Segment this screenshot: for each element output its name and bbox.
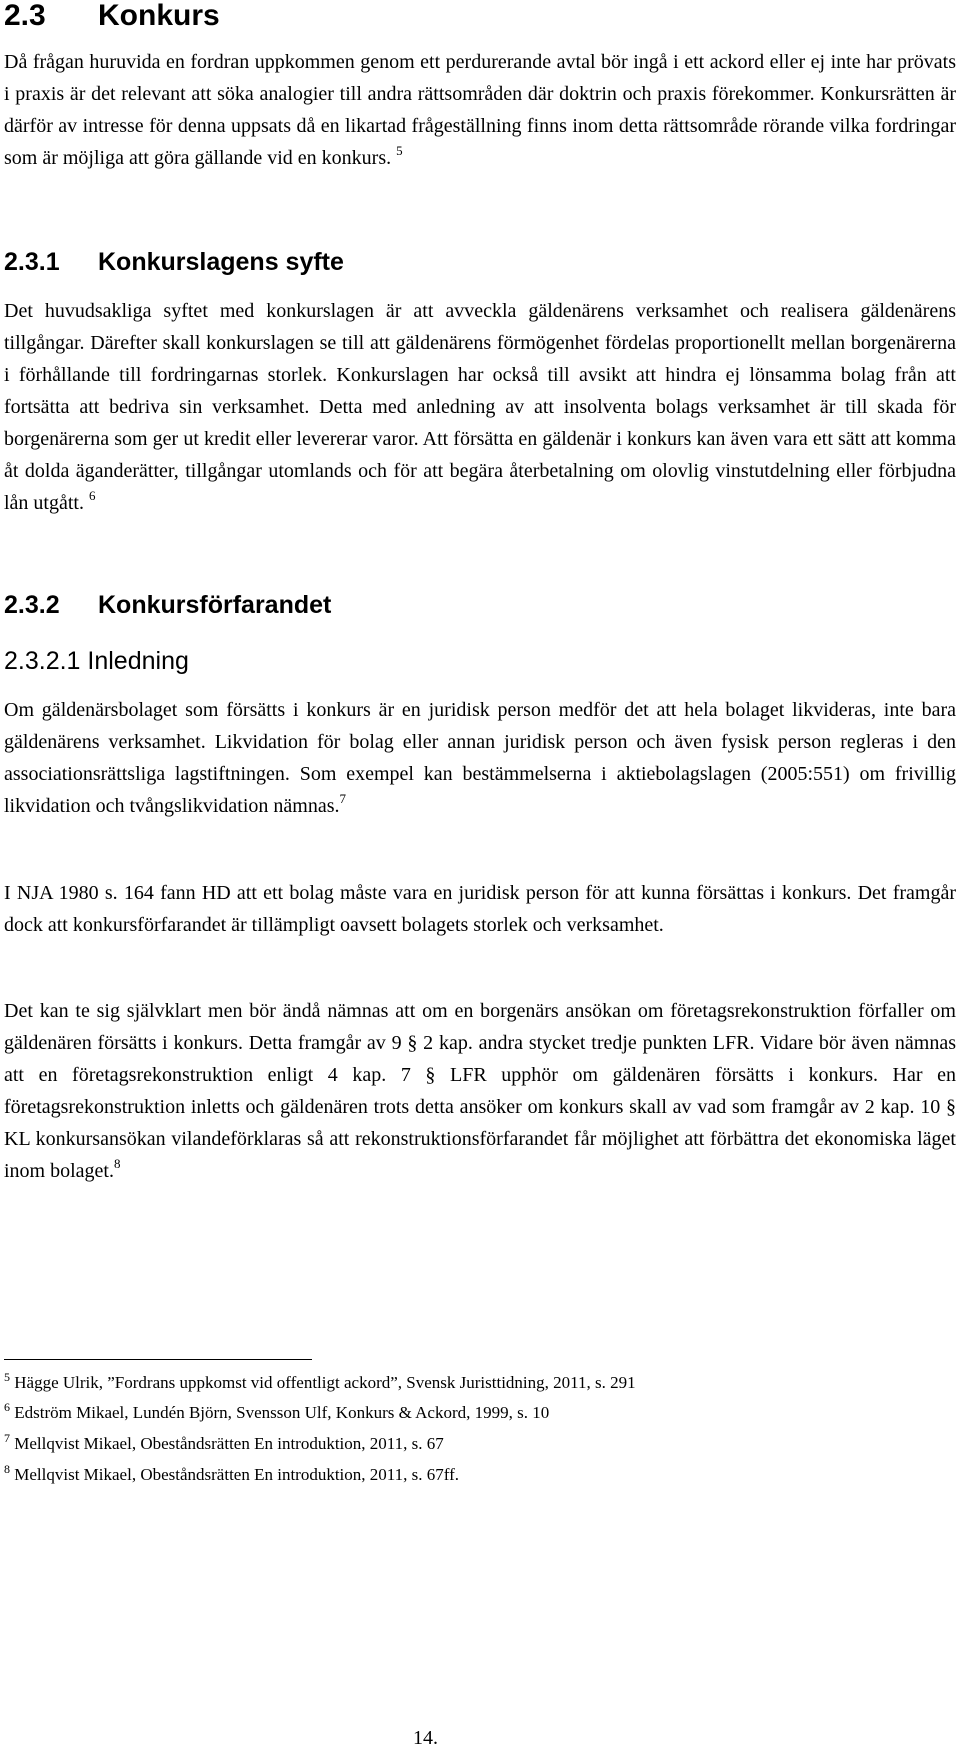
- paragraph-syfte: [4, 295, 956, 519]
- subsection-title: Konkursförfarandet: [98, 591, 332, 619]
- page-number: 14.: [413, 1727, 438, 1749]
- footnote-7: [4, 1431, 444, 1454]
- footnote-ref[interactable]: 8: [113, 1156, 121, 1171]
- paragraph-text: Då frågan huruvida en fordran uppkommen genom ett perdurerande avtal bör ingå i ett ackord eller ej inte har prövats i praxis är det relevant att söka analogier till andra rättsområden där doktrin och praxis förekommer. Konkursrätten är därför av intresse för denna uppsats då en likartad frågeställning finns inom detta rättsområde rörande vilka fordringar som är möjliga att göra gällande vid en konkurs.: [4, 51, 956, 169]
- paragraph-intro: [4, 46, 956, 174]
- paragraph-inledning-3: [4, 995, 956, 1187]
- footnote-separator: [4, 1359, 312, 1360]
- footnote-text: Mellqvist Mikael, Obeståndsrätten En introduktion, 2011, s. 67: [14, 1434, 444, 1453]
- footnote-number: 5: [4, 1370, 10, 1384]
- footnote-text: Edström Mikael, Lundén Björn, Svensson Ulf, Konkurs & Ackord, 1999, s. 10: [14, 1403, 550, 1422]
- paragraph-text: Om gäldenärsbolaget som försätts i konkurs är en juridisk person medför det att hela bolaget likvideras, inte bara gäldenärens verksamhet. Likvidation för bolag eller annan juridisk person och även fysisk person regleras i den associationsrättsliga lagstiftningen. Som exempel kan bestämmelserna i aktiebolagslagen (2005:551) om frivillig likvidation och tvångslikvidation nämnas.: [4, 699, 956, 817]
- subsection-heading-syfte: [4, 247, 344, 277]
- subsection-number: 2.3.1: [4, 248, 60, 276]
- footnote-number: 8: [4, 1462, 10, 1476]
- subsection-title: Konkurslagens syfte: [98, 248, 344, 276]
- paragraph-text: Det kan te sig självklart men bör ändå nämnas att om en borgenärs ansökan om företagsrekonstruktion förfaller om gäldenären försätts i konkurs. Detta framgår av 9 § 2 kap. andra stycket tredje punkten LFR. Vidare bör även nämnas att en företagsrekonstruktion enligt 4 kap. 7 § LFR upphör om gäldenären försätts i konkurs. Har en företagsrekonstruktion inletts och gäldenären trots detta ansöker om konkurs skall av vad som framgår av 2 kap. 10 § KL konkursansökan vilandeförklaras så att rekonstruktionsförfarandet får möjlighet att förbättra det ekonomiska läget inom bolaget.: [4, 1000, 956, 1182]
- footnote-5: [4, 1370, 636, 1393]
- footnote-text: Mellqvist Mikael, Obeståndsrätten En introduktion, 2011, s. 67ff.: [14, 1465, 460, 1484]
- footnote-8: [4, 1462, 460, 1485]
- paragraph-inledning-2: I NJA 1980 s. 164 fann HD att ett bolag måste vara en juridisk person för att kunna försättas i konkurs. Det framgår dock att konkursförfarandet är tillämpligt oavsett bolagets storlek och verksamhet.: [4, 882, 956, 936]
- paragraph-text: Det huvudsakliga syftet med konkurslagen är att avveckla gäldenärens verksamhet och realisera gäldenärens tillgångar. Därefter skall konkurslagen se till att gäldenärens förmögenhet fördelas proportionellt mellan borgenärerna i förhållande till fordringarnas storlek. Konkurslagen har också till avsikt att hindra ej lönsamma bolag från att fortsätta att bedriva sin verksamhet. Detta med anledning av att insolventa bolags verksamhet är till skada för borgenärerna som ger ut kredit eller levererar varor. Att försätta en gäldenär i konkurs kan även vara ett sätt att komma åt dolda äganderätter, tillgångar utomlands och för att begära återbetalning om olovlig vinstutdelning eller förbjudna lån utgått.: [4, 300, 956, 514]
- footnote-text: Hägge Ulrik, ”Fordrans uppkomst vid offentligt ackord”, Svensk Juristtidning, 2011, s. 291: [14, 1373, 636, 1392]
- footnote-ref[interactable]: 6: [88, 488, 96, 503]
- footnote-ref[interactable]: 5: [396, 143, 403, 158]
- section-title: Konkurs: [98, 0, 220, 32]
- paragraph-inledning-1: [4, 694, 956, 822]
- subsection-heading-forfarandet: [4, 590, 331, 620]
- footnote-ref[interactable]: 7: [339, 791, 347, 806]
- subsection-number: 2.3.2: [4, 591, 60, 619]
- footnote-number: 6: [4, 1400, 10, 1414]
- footnote-6: [4, 1400, 550, 1423]
- section-number: 2.3: [4, 0, 46, 32]
- footnote-number: 7: [4, 1431, 10, 1445]
- subsubsection-heading-inledning: 2.3.2.1 Inledning: [4, 647, 189, 675]
- section-heading: [4, 0, 220, 32]
